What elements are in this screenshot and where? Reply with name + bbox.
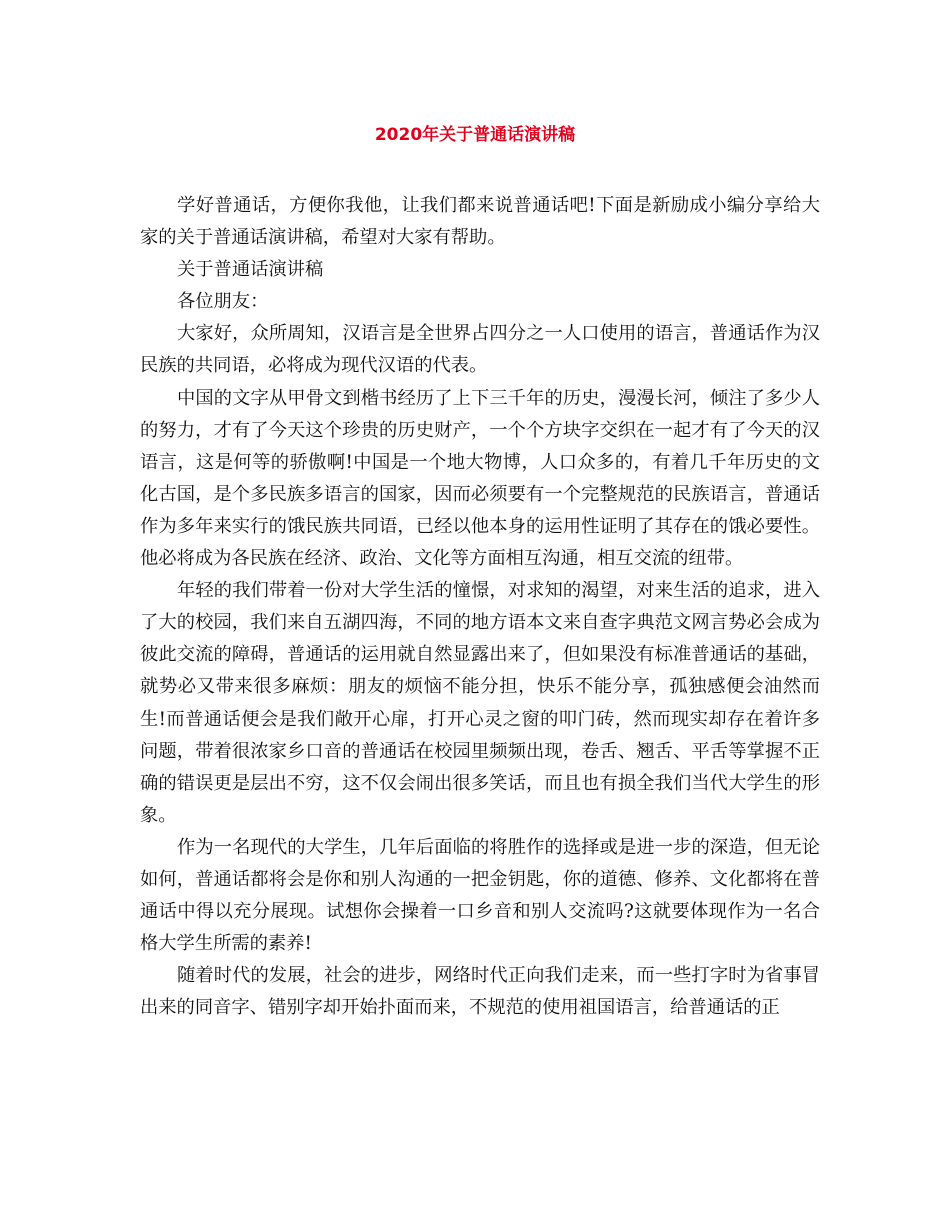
paragraph-intro: 学好普通话，方便你我他，让我们都来说普通话吧!下面是新励成小编分享给大家的关于普通话演讲稿，希望对大家有帮助。 (140, 195, 820, 249)
paragraph-history: 中国的文字从甲骨文到楷书经历了上下三千年的历史，漫漫长河，倾注了多少人的努力，才有了今天这个珍贵的历史财产，一个个方块字交织在一起才有了今天的汉语言，这是何等的骄傲啊!中国是一个地大物博，人口众多的，有着几千年历史的文化古国，是个多民族多语言的国家，因而必须要有一个完整规范的民族语言，普通话作为多年来实行的饿民族共同语，已经以他本身的运用性证明了其存在的饿必要性。他必将成为各民族在经济、政治、文化等方面相互沟通，相互交流的纽带。 (140, 387, 820, 570)
paragraph-campus: 年轻的我们带着一份对大学生活的憧憬，对求知的渴望，对来生活的追求，进入了大的校园，我们来自五湖四海，不同的地方语本文来自查字典范文网言势必会成为彼此交流的障碍，普通话的运用就自然显露出来了，但如果没有标准普通话的基础，就势必又带来很多麻烦：朋友的烦恼不能分担，快乐不能分享，孤独感便会油然而生!而普通话便会是我们敞开心扉，打开心灵之窗的叩门砖，然而现实却存在着许多问题，带着很浓家乡口音的普通话在校园里频频出现，卷舌、翘舌、平舌等掌握不正确的错误更是层出不穷，这不仅会闹出很多笑话，而且也有损全我们当代大学生的形象。 (140, 580, 820, 826)
page-title: 2020年关于普通话演讲稿 (374, 125, 576, 145)
paragraph-student: 作为一名现代的大学生，几年后面临的将胜作的选择或是进一步的深造，但无论如何，普通话都将会是你和别人沟通的一把金钥匙，你的道德、修养、文化都将在普通话中得以充分展现。试想你会操着一口乡音和别人交流吗?这就要体现作为一名合格大学生所需的素养! (140, 836, 820, 955)
paragraph-speech-heading: 关于普通话演讲稿 (177, 259, 324, 281)
paragraph-greeting: 大家好，众所周知，汉语言是全世界占四分之一人口使用的语言，普通话作为汉民族的共同语，必将成为现代汉语的代表。 (140, 323, 820, 377)
document-body (140, 190, 820, 1024)
paragraph-network: 随着时代的发展，社会的进步，网络时代正向我们走来，而一些打字时为省事冒出来的同音字、错别字却开始扑面而来，不规范的使用祖国语言，给普通话的正 (140, 965, 820, 1019)
paragraph-salutation: 各位朋友： (177, 291, 269, 313)
